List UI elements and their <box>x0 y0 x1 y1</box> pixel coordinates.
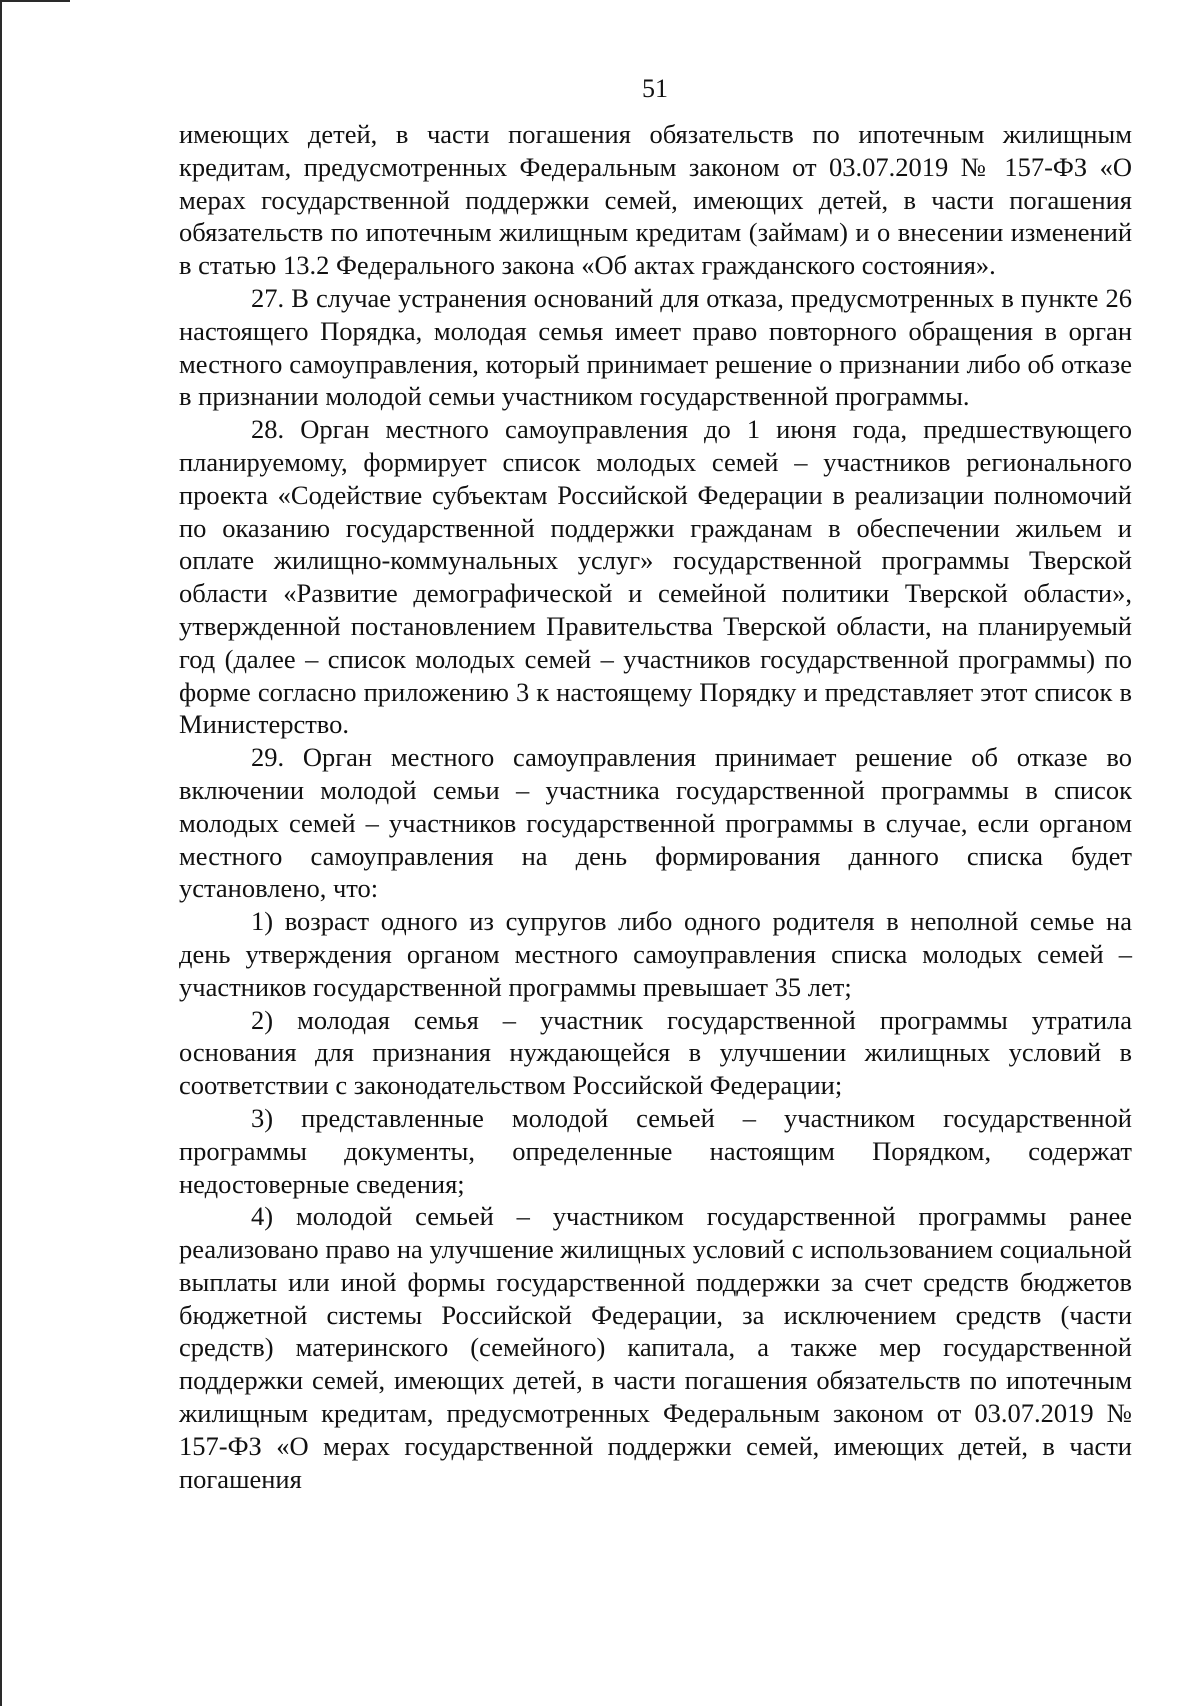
subitem-3: 3) представленные молодой семьей – участником государственной программы документы, определенные настоящим Порядком, содержат недостоверные сведения; <box>179 1102 1132 1199</box>
paragraph-item-29: 29. Орган местного самоуправления принимает решение об отказе во включении молодой семьи – участника государственной программы в список молодых семей – участников государственной программы в случае, если органом местного самоуправления на день формирования данного списка будет установлено, что: <box>179 742 1132 904</box>
document-body <box>179 118 1132 1495</box>
paragraph-continuation: имеющих детей, в части погашения обязательств по ипотечным жилищным кредитам, предусмотренных Федеральным законом от 03.07.2019 № 157-ФЗ «О мерах государственной поддержки семей, имеющих детей, в части погашения обязательств по ипотечным жилищным кредитам (займам) и о внесении изменений в статью 13.2 Федерального закона «Об актах гражданского состояния». <box>179 119 1132 281</box>
paragraph-item-27: 27. В случае устранения оснований для отказа, предусмотренных в пункте 26 настоящего Порядка, молодая семья имеет право повторного обращения в орган местного самоуправления, который принимает решение о признании либо об отказе в признании молодой семьи участником государственной программы. <box>179 282 1132 412</box>
subitem-4: 4) молодой семьей – участником государственной программы ранее реализовано право на улучшение жилищных условий с использованием социальной выплаты или иной формы государственной поддержки за счет средств бюджетов бюджетной системы Российской Федерации, за исключением средств (части средств) материнского (семейного) капитала, а также мер государственной поддержки семей, имеющих детей, в части погашения обязательств по ипотечным жилищным кредитам, предусмотренных Федеральным законом от 03.07.2019 № 157-ФЗ «О мерах государственной поддержки семей, имеющих детей, в части погашения <box>179 1201 1132 1494</box>
paragraph-item-28: 28. Орган местного самоуправления до 1 июня года, предшествующего планируемому, формирует список молодых семей – участников регионального проекта «Содействие субъектам Российской Федерации в реализации полномочий по оказанию государственной поддержки гражданам в обеспечении жильем и оплате жилищно-коммунальных услуг» государственной программы Тверской области «Развитие демографической и семейной политики Тверской области», утвержденной постановлением Правительства Тверской области, на планируемый год (далее – список молодых семей – участников государственной программы) по форме согласно приложению 3 к настоящему Порядку и представляет этот список в Министерство. <box>179 414 1132 740</box>
scan-left-edge <box>0 0 2 1706</box>
page-number: 51 <box>642 74 668 103</box>
subitem-2: 2) молодая семья – участник государственной программы утратила основания для признания нуждающейся в улучшении жилищных условий в соответствии с законодательством Российской Федерации; <box>179 1004 1132 1101</box>
scan-top-edge <box>0 0 70 2</box>
subitem-1: 1) возраст одного из супругов либо одного родителя в неполной семье на день утверждения органом местного самоуправления списка молодых семей – участников государственной программы превышает 35 лет; <box>179 906 1132 1002</box>
